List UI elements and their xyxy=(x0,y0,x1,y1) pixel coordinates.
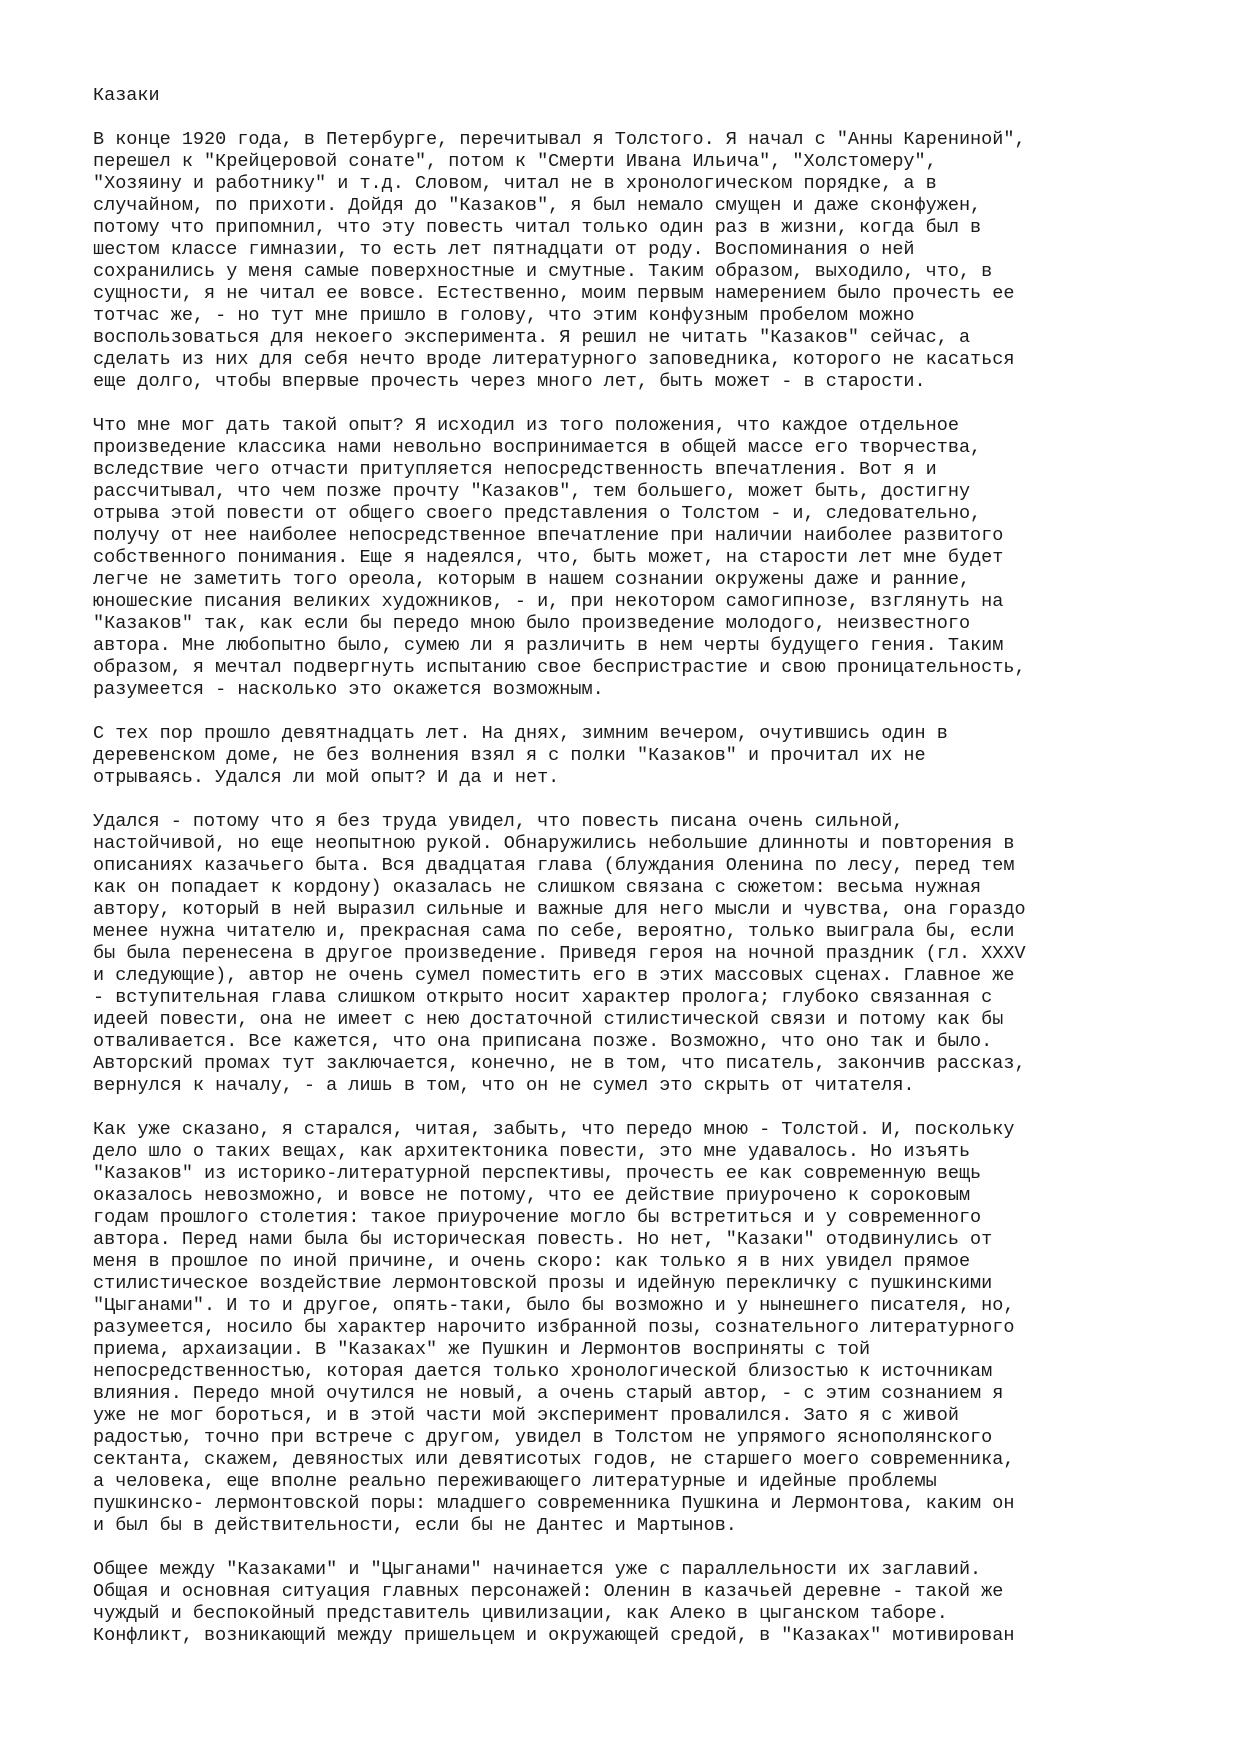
text-line: разумеется, носило бы характер нарочито избранной позы, сознательного литературного xyxy=(93,1317,1015,1338)
text-line: "Цыганами". И то и другое, опять-таки, было бы возможно и у нынешнего писателя, но, xyxy=(93,1295,1015,1316)
text-line: менее нужна читателю и, прекрасная сама по себе, вероятно, только выиграла бы, если xyxy=(93,921,1015,942)
text-line: уже не мог бороться, и в этой части мой эксперимент провалился. Зато я с живой xyxy=(93,1405,959,1426)
text-line: Конфликт, возникающий между пришельцем и окружающей средой, в "Казаках" мотивирован xyxy=(93,1625,1015,1646)
text-line: образом, я мечтал подвергнуть испытанию свое беспристрастие и свою проницательность, xyxy=(93,657,1026,678)
text-line: пушкинско- лермонтовской поры: младшего современника Пушкина и Лермонтова, каким он xyxy=(93,1493,1015,1514)
document-page xyxy=(93,85,1193,1669)
paragraph xyxy=(93,1119,1193,1537)
text-line: Что мне мог дать такой опыт? Я исходил из того положения, что каждое отдельное xyxy=(93,415,959,436)
text-line: Удался - потому что я без труда увидел, что повесть писана очень сильной, xyxy=(93,811,904,832)
text-line: "Хозяину и работнику" и т.д. Словом, читал не в хронологическом порядке, а в xyxy=(93,173,937,194)
paragraph xyxy=(93,129,1193,393)
text-line: непосредственностью, которая дается только хронологической близостью к источникам xyxy=(93,1361,993,1382)
text-line: отрываясь. Удался ли мой опыт? И да и нет. xyxy=(93,767,560,788)
text-line: бы была перенесена в другое произведение. Приведя героя на ночной праздник (гл. XXXV xyxy=(93,943,1026,964)
text-line: Общее между "Казаками" и "Цыганами" начинается уже с параллельности их заглавий. xyxy=(93,1559,982,1580)
text-line: разумеется - насколько это окажется возможным. xyxy=(93,679,604,700)
document-body xyxy=(93,129,1193,1647)
text-line: деревенском доме, не без волнения взял я с полки "Казаков" и прочитал их не xyxy=(93,745,926,766)
paragraph xyxy=(93,415,1193,701)
text-line: вследствие чего отчасти притупляется непосредственность впечатления. Вот я и xyxy=(93,459,937,480)
text-line: отваливается. Все кажется, что она приписана позже. Возможно, что оно так и было. xyxy=(93,1031,993,1052)
text-line: идеей повести, она не имеет с нею достаточной стилистической связи и потому как бы xyxy=(93,1009,1004,1030)
text-line: стилистическое воздействие лермонтовской прозы и идейную перекличку с пушкинскими xyxy=(93,1273,993,1294)
text-line: приема, архаизации. В "Казаках" же Пушкин и Лермонтов восприняты с той xyxy=(93,1339,871,1360)
text-line: а человека, еще вполне реально переживающего литературные и идейные проблемы xyxy=(93,1471,937,1492)
text-line: оказалось невозможно, и вовсе не потому, что ее действие приурочено к сороковым xyxy=(93,1185,971,1206)
text-line: В конце 1920 года, в Петербурге, перечитывал я Толстого. Я начал с "Анны Карениной", xyxy=(93,129,1026,150)
text-line: отрыва этой повести от общего своего представления о Толстом - и, следовательно, xyxy=(93,503,982,524)
text-line: автора. Мне любопытно было, сумею ли я различить в нем черты будущего гения. Таким xyxy=(93,635,1004,656)
text-line: как он попадает к кордону) оказалась не слишком связана с сюжетом: весьма нужная xyxy=(93,877,982,898)
text-line: легче не заметить того ореола, которым в нашем сознании окружены даже и ранние, xyxy=(93,569,971,590)
text-line: автора. Перед нами была бы историческая повесть. Но нет, "Казаки" отодвинулись от xyxy=(93,1229,993,1250)
text-line: случайном, по прихоти. Дойдя до "Казаков", я был немало смущен и даже сконфужен, xyxy=(93,195,982,216)
text-line: сущности, я не читал ее вовсе. Естественно, моим первым намерением было прочесть ее xyxy=(93,283,1015,304)
text-line: собственного понимания. Еще я надеялся, что, быть может, на старости лет мне будет xyxy=(93,547,1004,568)
text-line: С тех пор прошло девятнадцать лет. На днях, зимним вечером, очутившись один в xyxy=(93,723,948,744)
text-line: сделать из них для себя нечто вроде литературного заповедника, которого не касаться xyxy=(93,349,1015,370)
text-line: произведение классика нами невольно воспринимается в общей массе его творчества, xyxy=(93,437,982,458)
text-line: Общая и основная ситуация главных персонажей: Оленин в казачьей деревне - такой же xyxy=(93,1581,1004,1602)
text-line: получу от нее наиболее непосредственное впечатление при наличии наиболее развитого xyxy=(93,525,1004,546)
paragraph xyxy=(93,811,1193,1097)
text-line: сохранились у меня самые поверхностные и смутные. Таким образом, выходило, что, в xyxy=(93,261,993,282)
text-line: Авторский промах тут заключается, конечно, не в том, что писатель, закончив рассказ, xyxy=(93,1053,1026,1074)
text-line: вернулся к началу, - а лишь в том, что он не сумел это скрыть от читателя. xyxy=(93,1075,915,1096)
text-line: еще долго, чтобы впервые прочесть через много лет, быть может - в старости. xyxy=(93,371,926,392)
text-line: настойчивой, но еще неопытною рукой. Обнаружились небольшие длинноты и повторения в xyxy=(93,833,1015,854)
text-line: описаниях казачьего быта. Вся двадцатая глава (блуждания Оленина по лесу, перед тем xyxy=(93,855,1015,876)
text-line: меня в прошлое по иной причине, и очень скоро: как только я в них увидел прямое xyxy=(93,1251,971,1272)
text-line: и был бы в действительности, если бы не Дантес и Мартынов. xyxy=(93,1515,737,1536)
text-line: Как уже сказано, я старался, читая, забыть, что передо мною - Толстой. И, поскольку xyxy=(93,1119,1015,1140)
text-line: радостью, точно при встрече с другом, увидел в Толстом не упрямого яснополянского xyxy=(93,1427,993,1448)
text-line: перешел к "Крейцеровой сонате", потом к "Смерти Ивана Ильича", "Холстомеру", xyxy=(93,151,937,172)
text-line: годам прошлого столетия: такое приурочение могло бы встретиться и у современного xyxy=(93,1207,982,1228)
text-line: влияния. Передо мной очутился не новый, а очень старый автор, - с этим сознанием я xyxy=(93,1383,1004,1404)
paragraph xyxy=(93,723,1193,789)
text-line: - вступительная глава слишком открыто носит характер пролога; глубоко связанная с xyxy=(93,987,993,1008)
paragraph xyxy=(93,1559,1193,1647)
text-line: рассчитывал, что чем позже прочту "Казаков", тем большего, может быть, достигну xyxy=(93,481,971,502)
text-line: чуждый и беспокойный представитель цивилизации, как Алеко в цыганском таборе. xyxy=(93,1603,948,1624)
text-line: сектанта, скажем, девяностых или девятисотых годов, не старшего моего современника, xyxy=(93,1449,1015,1470)
text-line: шестом классе гимназии, то есть лет пятнадцати от роду. Воспоминания о ней xyxy=(93,239,915,260)
document-title: Казаки xyxy=(93,85,160,106)
text-line: дело шло о таких вещах, как архитектоника повести, это мне удавалось. Но изъять xyxy=(93,1141,971,1162)
text-line: и следующие), автор не очень сумел поместить его в этих массовых сценах. Главное же xyxy=(93,965,1015,986)
text-line: юношеские писания великих художников, - и, при некотором самогипнозе, взглянуть на xyxy=(93,591,1004,612)
text-line: потому что припомнил, что эту повесть читал только один раз в жизни, когда был в xyxy=(93,217,982,238)
text-line: воспользоваться для некоего эксперимента. Я решил не читать "Казаков" сейчас, а xyxy=(93,327,971,348)
text-line: "Казаков" из историко-литературной перспективы, прочесть ее как современную вещь xyxy=(93,1163,982,1184)
text-line: тотчас же, - но тут мне пришло в голову, что этим конфузным пробелом можно xyxy=(93,305,915,326)
text-line: "Казаков" так, как если бы передо мною было произведение молодого, неизвестного xyxy=(93,613,971,634)
text-line: автору, который в ней выразил сильные и важные для него мысли и чувства, она гораздо xyxy=(93,899,1026,920)
